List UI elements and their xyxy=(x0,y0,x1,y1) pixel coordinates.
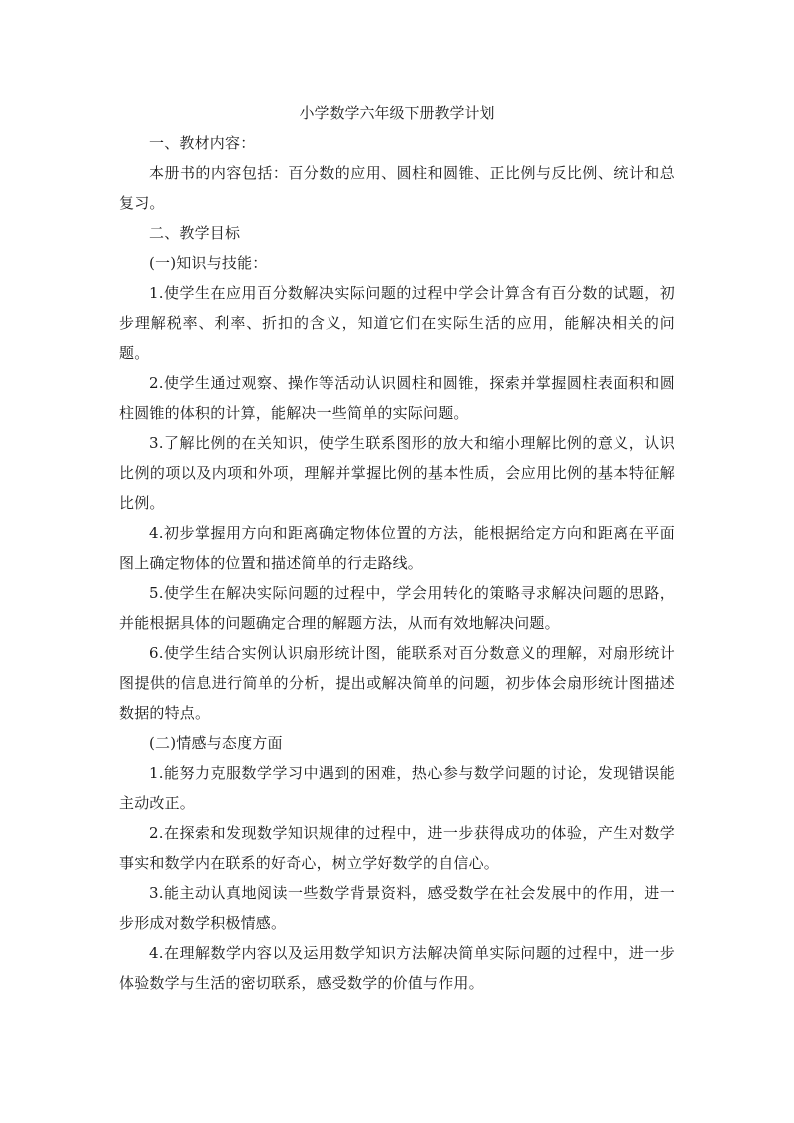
subsection-heading-knowledge: (一)知识与技能： xyxy=(149,254,268,272)
attitude-item-2: 2.在探索和发现数学知识规律的过程中，进一步获得成功的体验，产生对数学事实和数学内在联系的好奇心，树立学好数学的自信心。 xyxy=(119,824,675,872)
attitude-item-1: 1.能努力克服数学学习中遇到的困难，热心参与数学问题的讨论，发现错误能主动改正。 xyxy=(119,764,675,812)
knowledge-item-6: 6.使学生结合实例认识扇形统计图，能联系对百分数意义的理解，对扇形统计图提供的信息进行简单的分析，提出或解决简单的问题，初步体会扇形统计图描述数据的特点。 xyxy=(119,644,675,722)
document-title: 小学数学六年级下册教学计划 xyxy=(299,104,495,122)
attitude-item-4: 4.在理解数学内容以及运用数学知识方法解决简单实际问题的过程中，进一步体验数学与生活的密切联系，感受数学的价值与作用。 xyxy=(119,944,675,992)
materials-content: 本册书的内容包括：百分数的应用、圆柱和圆锥、正比例与反比例、统计和总复习。 xyxy=(119,164,675,212)
knowledge-item-2: 2.使学生通过观察、操作等活动认识圆柱和圆锥，探索并掌握圆柱表面积和圆柱圆锥的体积的计算，能解决一些简单的实际问题。 xyxy=(119,374,675,422)
knowledge-item-5: 5.使学生在解决实际问题的过程中，学会用转化的策略寻求解决问题的思路，并能根据具体的问题确定合理的解题方法，从而有效地解决问题。 xyxy=(119,584,675,632)
knowledge-item-3: 3.了解比例的在关知识，使学生联系图形的放大和缩小理解比例的意义，认识比例的项以及内项和外项，理解并掌握比例的基本性质，会应用比例的基本特征解比例。 xyxy=(119,434,675,512)
knowledge-item-4: 4.初步掌握用方向和距离确定物体位置的方法，能根据给定方向和距离在平面图上确定物体的位置和描述简单的行走路线。 xyxy=(119,524,675,572)
knowledge-item-1: 1.使学生在应用百分数解决实际问题的过程中学会计算含有百分数的试题，初步理解税率、利率、折扣的含义，知道它们在实际生活的应用，能解决相关的问题。 xyxy=(119,284,675,362)
section-heading-goals: 二、教学目标 xyxy=(149,224,241,242)
subsection-heading-attitude: (二)情感与态度方面 xyxy=(149,734,283,752)
document-page xyxy=(119,98,675,998)
attitude-item-3: 3.能主动认真地阅读一些数学背景资料，感受数学在社会发展中的作用，进一步形成对数学积极情感。 xyxy=(119,884,675,932)
section-heading-materials: 一、教材内容： xyxy=(149,134,256,152)
